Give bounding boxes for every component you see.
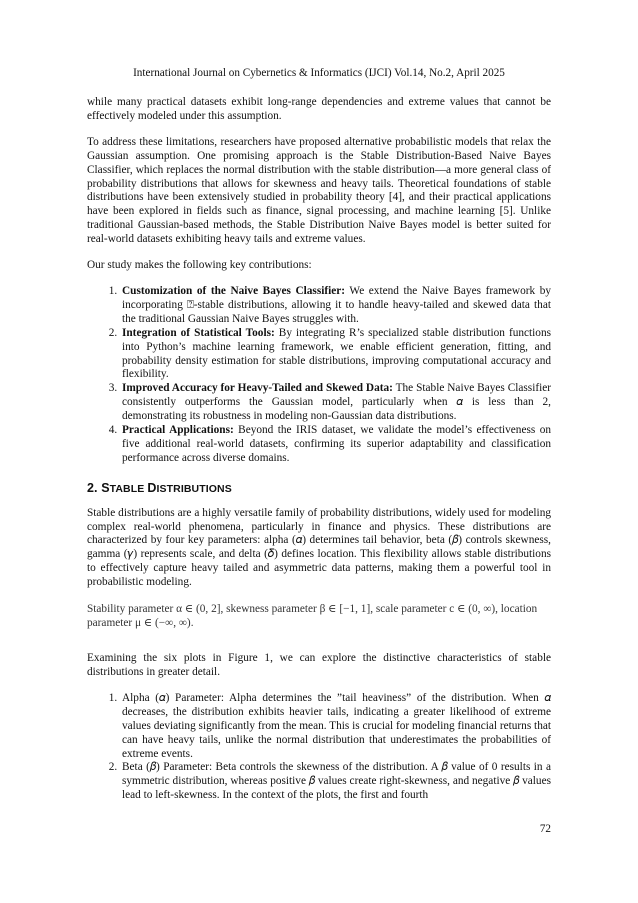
contributions-list [87,285,551,466]
list-item [120,382,551,424]
list-item: 2. Beta (𝛽) Parameter: Beta controls the skewness of the distribution. A 𝛽 value of 0 results in a symmetric distribution, whereas positive 𝛽 values create right-skewness, and negative 𝛽 values lead to left-skewness. In the context of the plots, the first and fourth [120,761,551,803]
section-heading: 2. STABLE DISTRIBUTIONS [87,480,232,495]
list-item-title: Integration of Statistical Tools: [122,326,275,339]
paragraph: Examining the six plots in Figure 1, we can explore the distinctive characteristics of stable distributions in greater detail. [87,652,551,678]
list-item-text: By integrating R’s specialized stable distribution functions into Python’s machine learning framework, we enable efficient generation, fitting, and probability density estimation for stable distributions, improving computational accuracy and flexibility. [122,326,551,381]
parameters-list [87,692,551,803]
paragraph: while many practical datasets exhibit long-range dependencies and extreme values that cannot be effectively modeled under this assumption. [87,96,551,122]
list-item-title: Practical Applications: [122,424,234,437]
paragraph: Our study makes the following key contributions: [87,259,312,272]
list-item [120,424,551,466]
list-item: 1. Alpha (𝛼) Parameter: Alpha determines the ”tail heaviness” of the distribution. When 𝛼 decreases, the distribution exhibits heavier tails, indicating a greater likelihood of extreme values deviating significantly from the mean. This is crucial for modeling financial returns that can have heavy tails, unlike the normal distribution that underestimates the probabilities of extreme events. [120,692,551,762]
body-content [87,96,551,815]
page-number: 72 [539,823,551,835]
parameter-definition-line: Stability parameter α ∈ (0, 2], skewness parameter β ∈ [−1, 1], scale parameter c ∈ (0, ∞), location parameter μ ∈ (−∞, ∞). [87,603,538,630]
paragraph: Stable distributions are a highly versatile family of probability distributions, widely used for modeling complex real-world phenomena, particularly in finance and physics. These distributions are characterized by four key parameters: alpha (𝛼) determines tail behavior, beta (𝛽) controls skewness, gamma (𝛾) represents scale, and delta (𝛿) defines location. This flexibility allows stable distributions to effectively capture heavy tailed and asymmetric data patterns, making them a powerful tool in probabilistic modeling. [87,506,551,589]
list-item-title: Improved Accuracy for Heavy-Tailed and Skewed Data: [122,382,393,395]
list-item [120,285,551,327]
list-item-text: The Stable Naive Bayes Classifier consistently outperforms the Gaussian model, particularly when 𝛼 is less than 2, demonstrating its robustness in modeling non-Gaussian data distributions. [122,382,552,423]
list-item-text: Beyond the IRIS dataset, we validate the model’s effectiveness on five additional real-world datasets, confirming its superior adaptability and classification performance across diverse domains. [122,424,551,464]
paragraph: To address these limitations, researchers have proposed alternative probabilistic models that relax the Gaussian assumption. One promising approach is the Stable Distribution-Based Naive Bayes Classifier, which replaces the normal distribution with the stable distribution—a more general class of probability distributions that allows for skewness and heavy tails. Theoretical foundations of stable distributions have been extensively studied in probability theory [4], and their practical applications have been explored in fields such as finance, signal processing, and machine learning [5]. Unlike traditional Gaussian-based methods, the Stable Distribution Naive Bayes model is better suited for real-world datasets exhibiting heavy tails and extreme values. [87,135,551,246]
list-item [120,327,551,383]
list-item-text: We extend the Naive Bayes framework by incorporating ⍰-stable distributions, allowing it to handle heavy-tailed and skewed data that the traditional Gaussian Naive Bayes struggles with. [122,284,551,325]
list-item-title: Customization of the Naive Bayes Classifier: [122,284,346,297]
running-header: International Journal on Cybernetics & Informatics (IJCI) Vol.14, No.2, April 2025 [133,67,505,79]
